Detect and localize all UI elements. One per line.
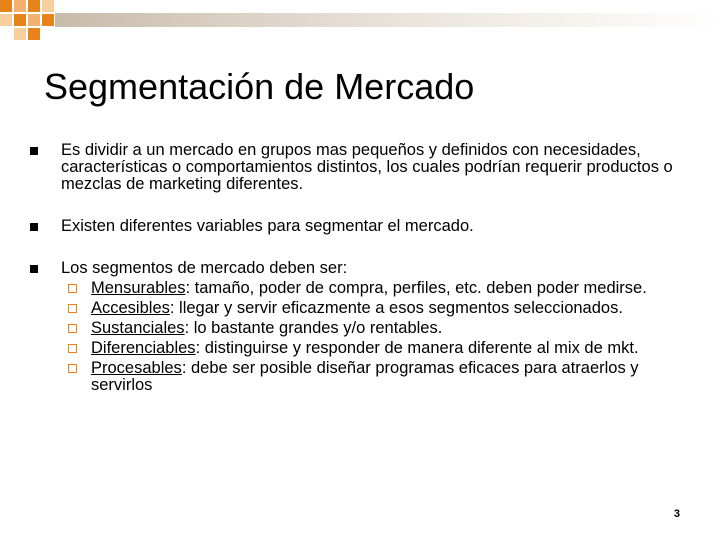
decor-square — [42, 0, 54, 12]
decor-square — [0, 14, 12, 26]
sub-bullet-desc: : lo bastante grandes y/o rentables. — [184, 319, 443, 337]
sub-bullet-item — [61, 300, 680, 317]
square-bullet-icon — [30, 265, 38, 273]
header-decoration — [0, 0, 720, 50]
sub-bullet-list — [61, 280, 680, 394]
sub-bullet-item — [61, 280, 680, 297]
hollow-square-bullet-icon — [68, 364, 77, 373]
sub-bullet-desc: : distinguirse y responder de manera diferente al mix de mkt. — [195, 339, 639, 357]
page-number: 3 — [673, 508, 680, 520]
sub-bullet-term: Sustanciales — [91, 319, 185, 337]
sub-bullet-item — [61, 360, 680, 394]
bullet-list — [30, 142, 680, 394]
sub-bullet-desc: : tamaño, poder de compra, perfiles, etc. deben poder medirse. — [185, 279, 647, 297]
decor-square — [28, 0, 40, 12]
bullet-item — [30, 142, 680, 193]
sub-bullet-term: Procesables — [91, 359, 182, 377]
slide-title: Segmentación de Mercado — [44, 66, 475, 107]
hollow-square-bullet-icon — [68, 324, 77, 333]
decor-square — [14, 0, 26, 12]
sub-bullet-term: Diferenciables — [91, 339, 196, 357]
hollow-square-bullet-icon — [68, 284, 77, 293]
decor-square — [14, 14, 26, 26]
decor-square — [28, 14, 40, 26]
sub-bullet-desc: : debe ser posible diseñar programas eficaces para atraerlos y servirlos — [91, 359, 639, 394]
decor-square — [0, 0, 12, 12]
bullet-text: Existen diferentes variables para segmentar el mercado. — [61, 217, 474, 235]
square-bullet-icon — [30, 147, 38, 155]
decor-square — [28, 28, 40, 40]
sub-bullet-term: Mensurables — [91, 279, 186, 297]
header-bar — [55, 13, 720, 27]
hollow-square-bullet-icon — [68, 344, 77, 353]
square-bullet-icon — [30, 223, 38, 231]
hollow-square-bullet-icon — [68, 304, 77, 313]
sub-bullet-item — [61, 340, 680, 357]
bullet-text: Es dividir a un mercado en grupos mas pequeños y definidos con necesidades, características o comportamientos distintos, los cuales podrían requerir productos o mezclas de marketing diferentes. — [61, 141, 673, 193]
sub-bullet-term: Accesibles — [91, 299, 170, 317]
bullet-item — [30, 260, 680, 394]
sub-bullet-desc: : llegar y servir eficazmente a esos segmentos seleccionados. — [169, 299, 623, 317]
bullet-text: Los segmentos de mercado deben ser: — [61, 259, 348, 277]
decor-square — [42, 14, 54, 26]
decor-square — [14, 28, 26, 40]
sub-bullet-item — [61, 320, 680, 337]
bullet-item — [30, 218, 680, 235]
